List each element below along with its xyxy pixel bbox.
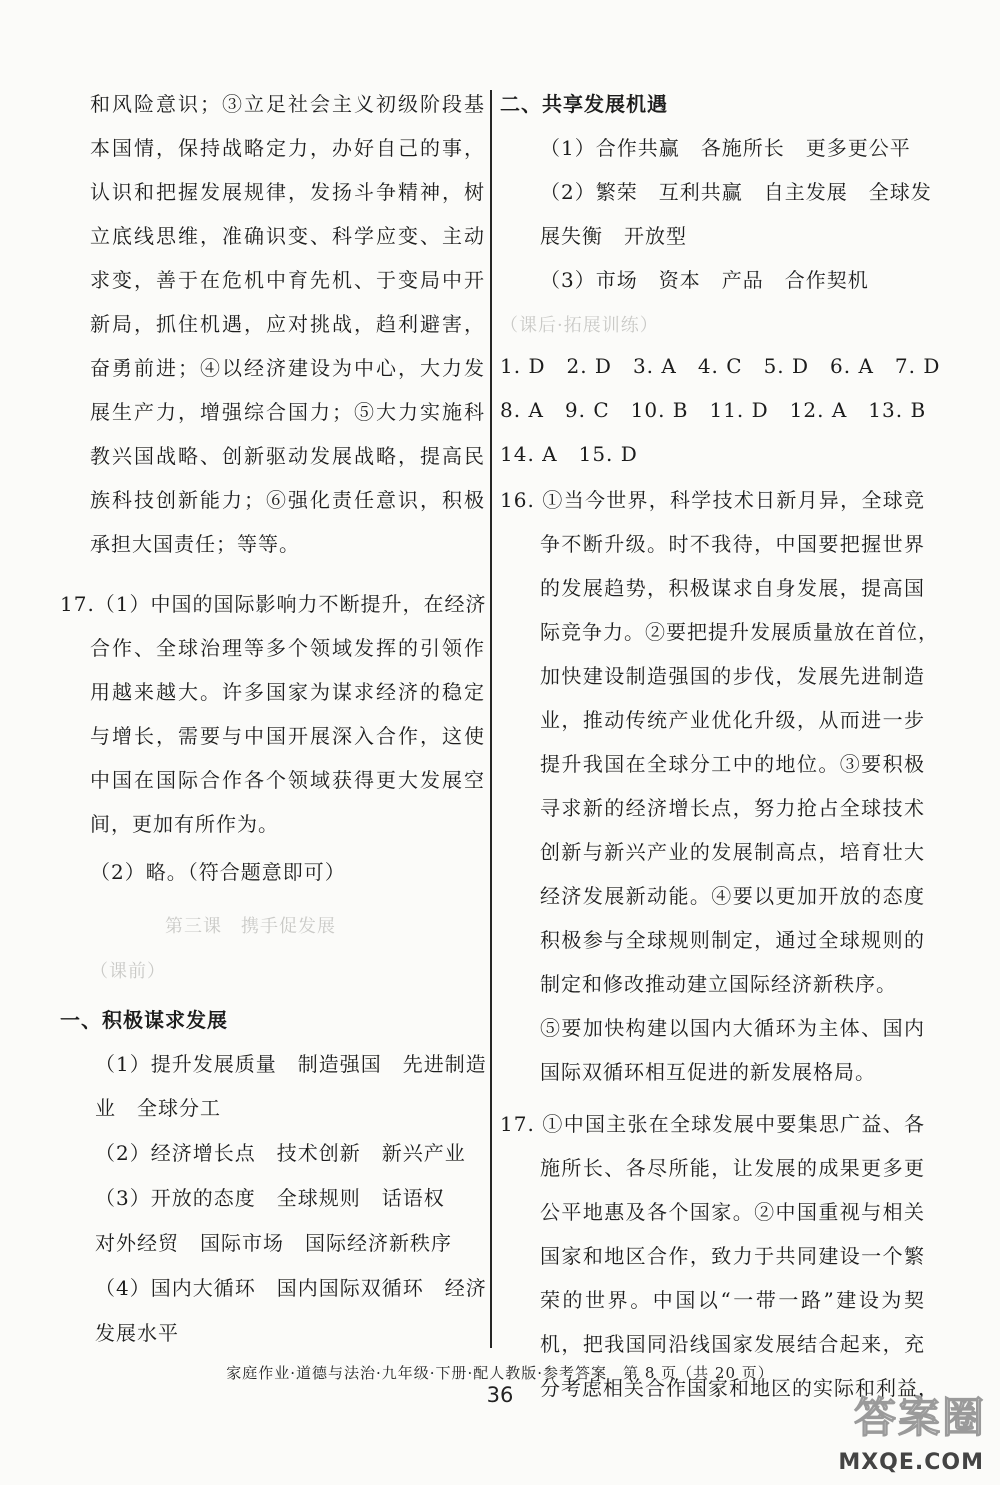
question-16-line: 争不断升级。时不我待，中国要把握世界 — [540, 532, 925, 556]
answer-line: 教兴国战略、创新驱动发展战略，提高民 — [90, 444, 485, 468]
answer-line: 族科技创新能力；⑥强化责任意识，积极 — [90, 488, 485, 512]
question-16-line: 际竞争力。②要把提升发展质量放在首位， — [540, 620, 939, 644]
question-17-line: 机，把我国同沿线国家发展结合起来，充 — [540, 1332, 925, 1356]
fill-blank-line: 展失衡 开放型 — [540, 224, 687, 248]
question-16-line: 16. ①当今世界，科学技术日新月异，全球竞 — [500, 488, 925, 512]
section-heading: 二、共享发展机遇 — [500, 92, 668, 116]
question-17-line: 中国在国际合作各个领域获得更大发展空 — [90, 768, 485, 792]
fill-blank-line: （4）国内大循环 国内国际双循环 经济 — [95, 1276, 487, 1300]
answer-line: 立底线思维，准确识变、科学应变、主动 — [90, 224, 485, 248]
page-footer-caption: 家庭作业·道德与法治·九年级·下册·配人教版·参考答案 第 8 页（共 20 页） — [226, 1364, 774, 1382]
mc-answer-line: 14. A 15. D — [500, 442, 638, 466]
fill-blank-line: （3）开放的态度 全球规则 话语权 — [95, 1186, 445, 1210]
faded-section-label: （课后·拓展训练） — [500, 315, 659, 336]
watermark-url: MXQE.COM — [838, 1450, 984, 1475]
question-17-line: 与增长，需要与中国开展深入合作，这使 — [90, 724, 485, 748]
question-17-line: （2）略。（符合题意即可） — [90, 860, 346, 884]
question-16-line: 经济发展新动能。④要以更加开放的态度 — [540, 884, 925, 908]
question-17-line: 公平地惠及各个国家。②中国重视与相关 — [540, 1200, 925, 1224]
question-16-line: 积极参与全球规则制定，通过全球规则的 — [540, 928, 925, 952]
answer-line: 认识和把握发展规律，发扬斗争精神，树 — [90, 180, 485, 204]
question-17-line: 国家和地区合作，致力于共同建设一个繁 — [540, 1244, 925, 1268]
question-17-line: 间，更加有所作为。 — [90, 812, 279, 836]
answer-line: 展生产力，增强综合国力；⑤大力实施科 — [90, 400, 485, 424]
question-17-line: 施所长、各尽所能，让发展的成果更多更 — [540, 1156, 925, 1180]
question-17-line: 合作、全球治理等多个领域发挥的引领作 — [90, 636, 485, 660]
question-16-line: 业，推动传统产业优化升级，从而进一步 — [540, 708, 925, 732]
fill-blank-line: 业 全球分工 — [95, 1096, 221, 1120]
mc-answer-line: 1. D 2. D 3. A 4. C 5. D 6. A 7. D — [500, 354, 941, 378]
section-heading: 一、积极谋求发展 — [60, 1008, 228, 1032]
fill-blank-line: （1）合作共赢 各施所长 更多更公平 — [540, 136, 911, 160]
question-16-line: 寻求新的经济增长点，努力抢占全球技术 — [540, 796, 925, 820]
watermark-mark: 答案圈 — [853, 1393, 986, 1442]
question-17-line: 分考虑相关合作国家和地区的实际和利益， — [540, 1376, 939, 1400]
question-17-line: 用越来越大。许多国家为谋求经济的稳定 — [90, 680, 485, 704]
question-16-line: 加快建设制造强国的步伐，发展先进制造 — [540, 664, 925, 688]
fill-blank-line: （3）市场 资本 产品 合作契机 — [540, 268, 869, 292]
question-17-line: 荣的世界。中国以“一带一路”建设为契 — [540, 1288, 925, 1312]
question-16-line: 创新与新兴产业的发展制高点，培育壮大 — [540, 840, 925, 864]
fill-blank-line: 对外经贸 国际市场 国际经济新秩序 — [95, 1231, 452, 1255]
question-16-line: 国际双循环相互促进的新发展格局。 — [540, 1060, 876, 1084]
answer-line: 求变，善于在危机中育先机、于变局中开 — [90, 268, 485, 292]
page-number: 36 — [486, 1383, 514, 1407]
faded-section-label: （课前） — [90, 961, 166, 982]
question-17-line: 17. ①中国主张在全球发展中要集思广益、各 — [500, 1112, 925, 1136]
fill-blank-line: 发展水平 — [95, 1321, 179, 1345]
faded-lesson-title: 第三课 携手促发展 — [165, 916, 336, 937]
question-16-line: 制定和修改推动建立国际经济新秩序。 — [540, 972, 897, 996]
mc-answer-line: 8. A 9. C 10. B 11. D 12. A 13. B — [500, 398, 927, 422]
question-16-line: ⑤要加快构建以国内大循环为主体、国内 — [540, 1016, 925, 1040]
answer-line: 承担大国责任；等等。 — [90, 532, 300, 556]
fill-blank-line: （2）经济增长点 技术创新 新兴产业 — [95, 1141, 466, 1165]
question-16-line: 的发展趋势，积极谋求自身发展，提高国 — [540, 576, 925, 600]
fill-blank-line: （1）提升发展质量 制造强国 先进制造 — [95, 1052, 487, 1076]
fill-blank-line: （2）繁荣 互利共赢 自主发展 全球发 — [540, 180, 932, 204]
column-divider — [490, 90, 492, 1348]
watermark-logo — [788, 1385, 988, 1477]
answer-line: 本国情，保持战略定力，办好自己的事， — [90, 136, 485, 160]
answer-line: 新局，抓住机遇，应对挑战，趋利避害， — [90, 312, 485, 336]
question-17-line: 17.（1）中国的国际影响力不断提升，在经济 — [60, 592, 487, 616]
answer-line: 奋勇前进；④以经济建设为中心，大力发 — [90, 356, 485, 380]
answer-line: 和风险意识；③立足社会主义初级阶段基 — [90, 92, 485, 116]
question-16-line: 提升我国在全球分工中的地位。③要积极 — [540, 752, 925, 776]
